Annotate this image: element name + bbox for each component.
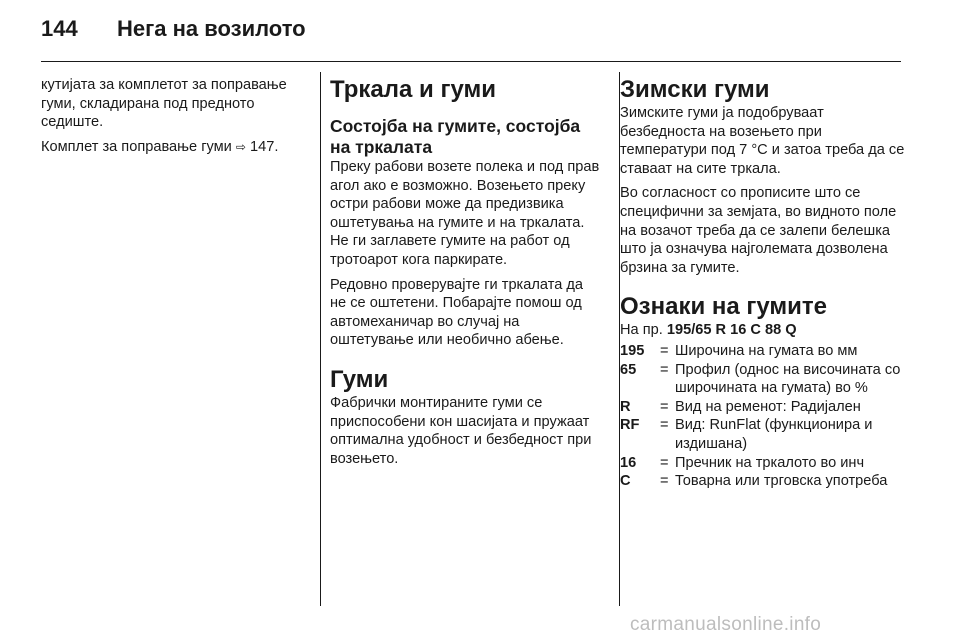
definition-description: Вид: RunFlat (функционира и издишана) <box>675 417 873 452</box>
definition-list <box>620 342 906 491</box>
definition-row <box>620 472 906 491</box>
definition-equals: = <box>660 361 669 378</box>
subheading-tyre-condition: Состојба на гумите, состојба на тркалата <box>330 116 581 157</box>
definition-equals: = <box>660 398 669 415</box>
definition-description: Товарна или трговска употреба <box>675 473 888 490</box>
section-heading-winter-tyres: Зимски гуми <box>620 76 770 103</box>
section-heading-wheels-tyres: Тркала и гуми <box>330 76 496 103</box>
col1-paragraph-2 <box>41 138 311 157</box>
definition-term: 16 <box>620 454 637 471</box>
page-header <box>41 16 901 46</box>
section-heading-tyres: Гуми <box>330 365 389 393</box>
definition-equals: = <box>660 417 669 434</box>
definition-term: C <box>620 473 631 490</box>
tyre-repair-kit-text: Комплет за поправање гуми <box>41 138 232 155</box>
col3-paragraph-2: Во согласност со прописите што се специфични за земјата, во видното поле на возачот треба да се залепи белешка што ја означува најголемата дозволена брзина за гумите. <box>620 185 897 276</box>
col2-paragraph-3: Фабрички монтираните гуми се приспособени кон шасијата и пружаат оптимална удобност и безбедност при возењето. <box>330 394 592 467</box>
definition-description: Вид на ременот: Радијален <box>675 398 861 415</box>
definition-term: RF <box>620 417 640 434</box>
example-code: 195/65 R 16 C 88 Q <box>666 322 797 339</box>
definition-row <box>620 454 906 473</box>
definition-term: 195 <box>620 342 645 359</box>
definition-description: Профил (однос на височината со широчината на гумата) во % <box>675 361 901 397</box>
col1-paragraph-1: кутијата за комплетот за поправање гуми, складирана под предното седиште. <box>41 77 287 131</box>
tyre-example <box>620 321 906 340</box>
col3-paragraph-1: Зимските гуми ја подобруваат безбедноста на возењето при температури под 7 °C и затоа треба да се ставаат на сите тркала. <box>620 105 905 177</box>
definition-term: R <box>620 398 631 415</box>
example-prefix: На пр. <box>620 322 663 339</box>
column-1 <box>41 76 311 162</box>
definition-row <box>620 398 906 417</box>
definition-row <box>620 361 906 398</box>
watermark: carmanualsonline.info <box>630 614 822 635</box>
definition-equals: = <box>660 473 669 490</box>
definition-row <box>620 416 906 453</box>
page-reference-arrow-icon: ⇨ <box>235 139 246 154</box>
definition-term: 65 <box>620 361 637 378</box>
column-3 <box>620 76 906 491</box>
column-divider-1 <box>320 72 321 606</box>
col2-paragraph-1: Преку рабови возете полека и под прав агол ако е возможно. Возењето преку остри рабови може да предизвика оштетувања на гумите и на тркалата. Не ги заглавете гумите на работ од тротоарот кога паркирате. <box>330 159 600 268</box>
header-rule <box>41 61 901 62</box>
definition-description: Пречник на тркалото во инч <box>675 454 865 471</box>
column-2 <box>330 76 602 474</box>
page-reference-link[interactable]: 147. <box>250 138 279 155</box>
page-number: 144 <box>41 16 78 41</box>
definition-description: Широчина на гумата во мм <box>675 342 858 359</box>
definition-equals: = <box>660 342 669 359</box>
col2-paragraph-2: Редовно проверувајте ги тркалата да не се оштетени. Побарајте помош од автомеханичар во случај на оштетување или необично абење. <box>330 276 584 349</box>
definition-row <box>620 342 906 361</box>
definition-equals: = <box>660 454 669 471</box>
section-heading-tyre-designations: Ознаки на гумите <box>620 293 828 321</box>
page-title: Нега на возилото <box>117 16 306 41</box>
